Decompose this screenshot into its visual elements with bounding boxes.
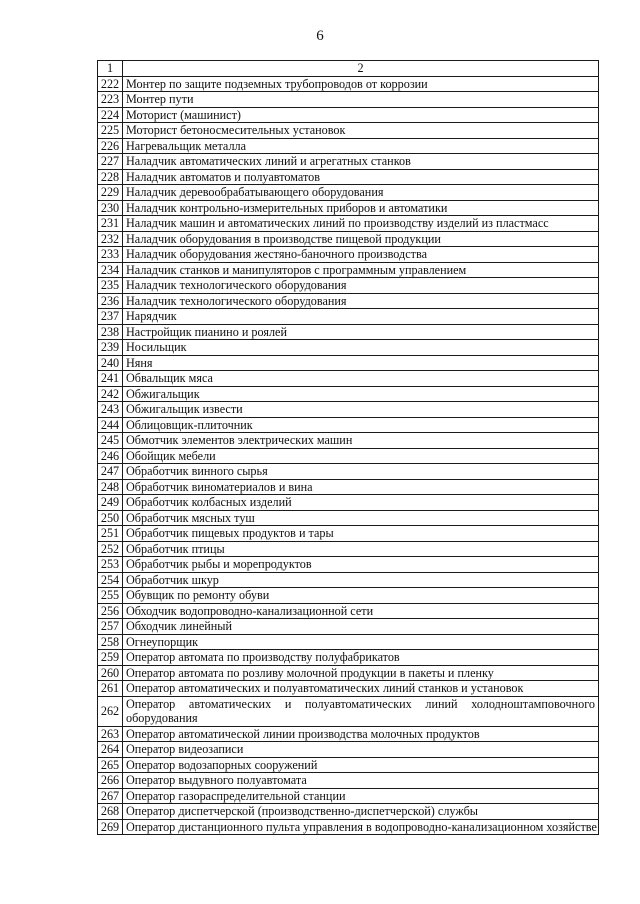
row-number: 245 — [98, 433, 123, 449]
professions-table — [97, 60, 599, 835]
table-row — [98, 371, 599, 387]
row-number: 266 — [98, 773, 123, 789]
row-number: 241 — [98, 371, 123, 387]
row-profession-name: Монтер пути — [123, 92, 599, 108]
row-profession-name: Оператор диспетчерской (производственно-диспетчерской) службы — [123, 804, 599, 820]
row-number: 261 — [98, 681, 123, 697]
page-number: 6 — [316, 28, 324, 44]
table-row — [98, 464, 599, 480]
row-profession-name: Моторист бетоносмесительных установок — [123, 123, 599, 139]
table-row — [98, 479, 599, 495]
row-number: 244 — [98, 417, 123, 433]
table-row — [98, 309, 599, 325]
table-row — [98, 681, 599, 697]
table-row — [98, 293, 599, 309]
row-profession-name: Оператор дистанционного пульта управления в водопроводно-канализационном хозяйстве — [123, 819, 599, 835]
table-row — [98, 757, 599, 773]
table-row — [98, 603, 599, 619]
row-profession-name: Оператор автомата по розливу молочной продукции в пакеты и пленку — [123, 665, 599, 681]
row-profession-name: Носильщик — [123, 340, 599, 356]
row-number: 260 — [98, 665, 123, 681]
table-row — [98, 324, 599, 340]
row-number: 238 — [98, 324, 123, 340]
row-profession-name: Оператор автоматических и полуавтоматических линий станков и установок — [123, 681, 599, 697]
row-number: 225 — [98, 123, 123, 139]
table-row — [98, 340, 599, 356]
row-number: 231 — [98, 216, 123, 232]
row-profession-name: Оператор автоматических и полуавтоматических линий холодноштамповочного оборудования — [123, 696, 599, 726]
row-number: 250 — [98, 510, 123, 526]
row-number: 233 — [98, 247, 123, 263]
table-row — [98, 200, 599, 216]
row-profession-name: Обработчик виноматериалов и вина — [123, 479, 599, 495]
row-number: 228 — [98, 169, 123, 185]
row-profession-name: Обработчик рыбы и морепродуктов — [123, 557, 599, 573]
row-profession-name: Оператор газораспределительной станции — [123, 788, 599, 804]
row-profession-name: Наладчик технологического оборудования — [123, 293, 599, 309]
row-profession-name: Обойщик мебели — [123, 448, 599, 464]
table-row — [98, 726, 599, 742]
table-row — [98, 169, 599, 185]
table-row — [98, 123, 599, 139]
table-row — [98, 495, 599, 511]
row-profession-name: Оператор выдувного полуавтомата — [123, 773, 599, 789]
table-row — [98, 386, 599, 402]
row-profession-name: Обработчик колбасных изделий — [123, 495, 599, 511]
row-profession-name: Обработчик пищевых продуктов и тары — [123, 526, 599, 542]
table-row — [98, 773, 599, 789]
row-profession-name: Обжигальщик — [123, 386, 599, 402]
table-row — [98, 76, 599, 92]
row-profession-name: Облицовщик-плиточник — [123, 417, 599, 433]
row-number: 254 — [98, 572, 123, 588]
row-number: 227 — [98, 154, 123, 170]
row-number: 226 — [98, 138, 123, 154]
table-row — [98, 634, 599, 650]
row-number: 246 — [98, 448, 123, 464]
row-profession-name: Оператор водозапорных сооружений — [123, 757, 599, 773]
row-profession-name: Наладчик технологического оборудования — [123, 278, 599, 294]
row-profession-name: Оператор автомата по производству полуфабрикатов — [123, 650, 599, 666]
row-number: 269 — [98, 819, 123, 835]
row-number: 235 — [98, 278, 123, 294]
row-number: 256 — [98, 603, 123, 619]
row-profession-name: Наладчик оборудования в производстве пищевой продукции — [123, 231, 599, 247]
row-number: 229 — [98, 185, 123, 201]
row-number: 252 — [98, 541, 123, 557]
row-number: 237 — [98, 309, 123, 325]
table-row — [98, 742, 599, 758]
table-row — [98, 572, 599, 588]
row-number: 248 — [98, 479, 123, 495]
row-profession-name: Моторист (машинист) — [123, 107, 599, 123]
row-number: 267 — [98, 788, 123, 804]
row-number: 249 — [98, 495, 123, 511]
table-row — [98, 185, 599, 201]
table-row — [98, 788, 599, 804]
row-number: 222 — [98, 76, 123, 92]
row-number: 247 — [98, 464, 123, 480]
row-profession-name: Наладчик автоматов и полуавтоматов — [123, 169, 599, 185]
row-number: 251 — [98, 526, 123, 542]
row-number: 230 — [98, 200, 123, 216]
table-row — [98, 696, 599, 726]
table-row — [98, 278, 599, 294]
row-number: 232 — [98, 231, 123, 247]
table-row — [98, 262, 599, 278]
row-profession-name: Няня — [123, 355, 599, 371]
row-number: 259 — [98, 650, 123, 666]
row-number: 236 — [98, 293, 123, 309]
table-header-row — [98, 61, 599, 77]
row-profession-name: Огнеупорщик — [123, 634, 599, 650]
table-row — [98, 138, 599, 154]
table-row — [98, 433, 599, 449]
row-number: 257 — [98, 619, 123, 635]
table-row — [98, 231, 599, 247]
table-row — [98, 448, 599, 464]
row-profession-name: Наладчик оборудования жестяно-баночного производства — [123, 247, 599, 263]
table-row — [98, 541, 599, 557]
table-row — [98, 557, 599, 573]
table-row — [98, 665, 599, 681]
table-row — [98, 588, 599, 604]
row-profession-name: Обработчик шкур — [123, 572, 599, 588]
row-profession-name: Наладчик контрольно-измерительных приборов и автоматики — [123, 200, 599, 216]
row-profession-name: Нагревальщик металла — [123, 138, 599, 154]
table-row — [98, 402, 599, 418]
row-profession-name: Обработчик винного сырья — [123, 464, 599, 480]
row-number: 255 — [98, 588, 123, 604]
header-col-name: 2 — [123, 61, 599, 77]
row-profession-name: Обходчик водопроводно-канализационной сети — [123, 603, 599, 619]
row-number: 224 — [98, 107, 123, 123]
row-number: 262 — [98, 696, 123, 726]
table-row — [98, 650, 599, 666]
row-profession-name: Обвальщик мяса — [123, 371, 599, 387]
row-profession-name: Обходчик линейный — [123, 619, 599, 635]
row-profession-name: Нарядчик — [123, 309, 599, 325]
table-row — [98, 107, 599, 123]
row-number: 242 — [98, 386, 123, 402]
table-row — [98, 355, 599, 371]
row-number: 240 — [98, 355, 123, 371]
row-profession-name: Обмотчик элементов электрических машин — [123, 433, 599, 449]
row-number: 253 — [98, 557, 123, 573]
row-number: 264 — [98, 742, 123, 758]
row-number: 234 — [98, 262, 123, 278]
row-number: 243 — [98, 402, 123, 418]
header-col-number: 1 — [98, 61, 123, 77]
row-number: 223 — [98, 92, 123, 108]
row-number: 239 — [98, 340, 123, 356]
row-profession-name: Обработчик птицы — [123, 541, 599, 557]
row-profession-name: Наладчик деревообрабатывающего оборудования — [123, 185, 599, 201]
row-profession-name: Обработчик мясных туш — [123, 510, 599, 526]
row-profession-name: Оператор видеозаписи — [123, 742, 599, 758]
row-profession-name: Монтер по защите подземных трубопроводов от коррозии — [123, 76, 599, 92]
row-number: 258 — [98, 634, 123, 650]
table-row — [98, 92, 599, 108]
row-profession-name: Обжигальщик извести — [123, 402, 599, 418]
row-profession-name: Наладчик машин и автоматических линий по производству изделий из пластмасс — [123, 216, 599, 232]
table-row — [98, 819, 599, 835]
table-row — [98, 154, 599, 170]
row-profession-name: Наладчик станков и манипуляторов с программным управлением — [123, 262, 599, 278]
row-profession-name: Наладчик автоматических линий и агрегатных станков — [123, 154, 599, 170]
row-profession-name: Настройщик пианино и роялей — [123, 324, 599, 340]
table-row — [98, 417, 599, 433]
table-row — [98, 510, 599, 526]
table-row — [98, 804, 599, 820]
row-number: 268 — [98, 804, 123, 820]
row-profession-name: Обувщик по ремонту обуви — [123, 588, 599, 604]
table-row — [98, 619, 599, 635]
row-profession-name: Оператор автоматической линии производства молочных продуктов — [123, 726, 599, 742]
table-row — [98, 216, 599, 232]
row-number: 265 — [98, 757, 123, 773]
table-row — [98, 526, 599, 542]
row-number: 263 — [98, 726, 123, 742]
table-row — [98, 247, 599, 263]
